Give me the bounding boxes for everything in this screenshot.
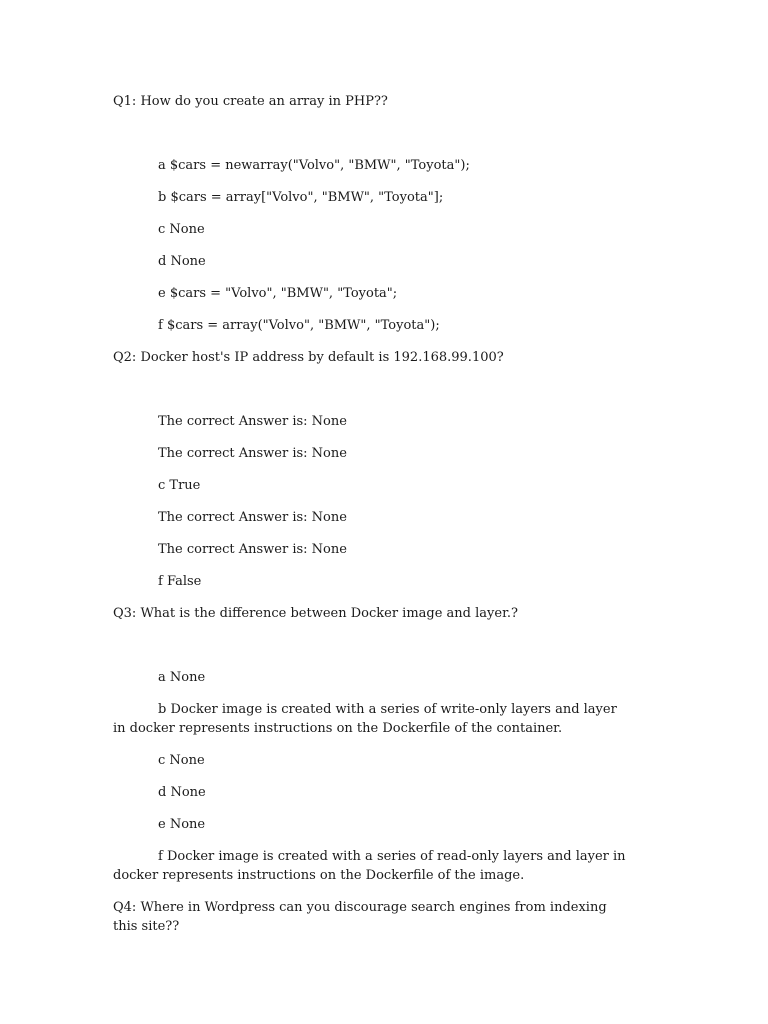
answer-option: e $cars = "Volvo", "BMW", "Toyota";	[158, 286, 398, 301]
spacer	[113, 367, 633, 412]
question-4	[113, 898, 633, 936]
question-prompt: Q1: How do you create an array in PHP??	[113, 94, 388, 109]
question-2	[113, 348, 633, 591]
answer-option: f Docker image is created with a series of read-only layers and layer in docker represents instructions on the Dockerfile of the image.	[113, 849, 626, 883]
answer-option: e None	[158, 817, 206, 832]
answer-option: d None	[158, 254, 206, 269]
answer-option: The correct Answer is: None	[158, 510, 347, 525]
spacer	[113, 623, 633, 668]
spacer	[113, 111, 633, 156]
document-page	[113, 92, 633, 936]
question-1	[113, 92, 633, 335]
answer-option: f $cars = array("Volvo", "BMW", "Toyota");	[158, 318, 440, 333]
answer-option: a None	[158, 670, 206, 685]
answer-option: b Docker image is created with a series of write-only layers and layer in docker represents instructions on the Dockerfile of the container.	[113, 702, 617, 736]
answer-option: The correct Answer is: None	[158, 446, 347, 461]
answer-option: c None	[158, 222, 205, 237]
answer-option: The correct Answer is: None	[158, 542, 347, 557]
answer-option: The correct Answer is: None	[158, 414, 347, 429]
answer-option: b $cars = array["Volvo", "BMW", "Toyota"];	[158, 190, 444, 205]
question-prompt: Q4: Where in Wordpress can you discourage search engines from indexing this site??	[113, 900, 607, 934]
answer-option: d None	[158, 785, 206, 800]
answer-option: c True	[158, 478, 201, 493]
answer-option: f False	[158, 574, 202, 589]
question-prompt: Q2: Docker host's IP address by default is 192.168.99.100?	[113, 350, 504, 365]
question-3	[113, 604, 633, 885]
question-prompt: Q3: What is the difference between Docker image and layer.?	[113, 606, 518, 621]
answer-option: a $cars = newarray("Volvo", "BMW", "Toyota");	[158, 158, 470, 173]
answer-option: c None	[158, 753, 205, 768]
